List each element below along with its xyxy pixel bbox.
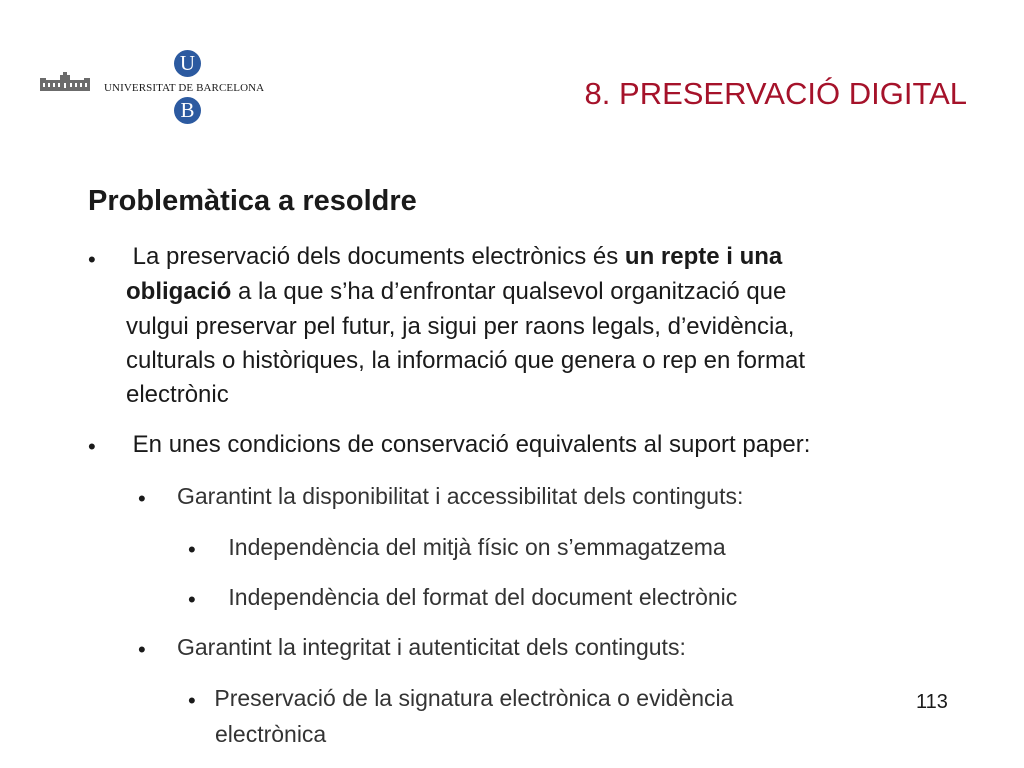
sub2-item-line1: Preservació de la signatura electrònica o evidència — [208, 685, 734, 711]
sub-bullet-marker: • — [138, 486, 146, 511]
sub1-item: Independència del format del document electrònic — [222, 584, 738, 610]
page-number: 113 — [916, 691, 948, 713]
bullet-marker: • — [88, 247, 96, 272]
bullet1-line4: culturals o històriques, la informació que genera o rep en format — [126, 347, 806, 374]
bullet1-line5: electrònic — [126, 381, 229, 408]
sub-sub-bullet-marker: • — [188, 587, 196, 612]
sub1-item: Independència del mitjà físic on s’emmagatzema — [222, 534, 726, 560]
sub-bullet-marker: • — [138, 637, 146, 662]
bullet1-text-bold: un repte i una — [624, 243, 783, 270]
bullet1-text-regular: a la que s’ha d’enfrontar qualsevol organització que — [231, 278, 787, 305]
bullet1-text-regular: La preservació dels documents electrònics és — [126, 243, 625, 270]
university-logo — [38, 46, 278, 130]
sub2-text: Garantint la integritat i autenticitat dels continguts: — [177, 634, 686, 660]
bullet-marker: • — [88, 434, 96, 459]
sub-sub-bullet-marker: • — [188, 537, 196, 562]
logo-letter-u: U — [174, 50, 201, 77]
sub2-item-line2: electrònica — [215, 721, 327, 747]
bullet1-line1 — [126, 243, 782, 271]
bullet2-text: En unes condicions de conservació equivalents al suport paper: — [126, 431, 811, 458]
bullet1-line2 — [126, 278, 786, 306]
slide-title: 8. PRESERVACIÓ DIGITAL — [584, 76, 967, 111]
logo-letter-b: B — [174, 97, 201, 124]
building-icon — [40, 72, 90, 92]
university-name: UNIVERSITAT DE BARCELONA — [104, 82, 265, 94]
section-heading: Problemàtica a resoldre — [88, 185, 417, 217]
bullet1-text-bold: obligació — [126, 278, 232, 305]
sub-sub-bullet-marker: • — [188, 688, 196, 713]
bullet1-line3: vulgui preservar pel futur, ja sigui per raons legals, d’evidència, — [126, 313, 795, 340]
sub1-text: Garantint la disponibilitat i accessibilitat dels continguts: — [177, 483, 744, 509]
